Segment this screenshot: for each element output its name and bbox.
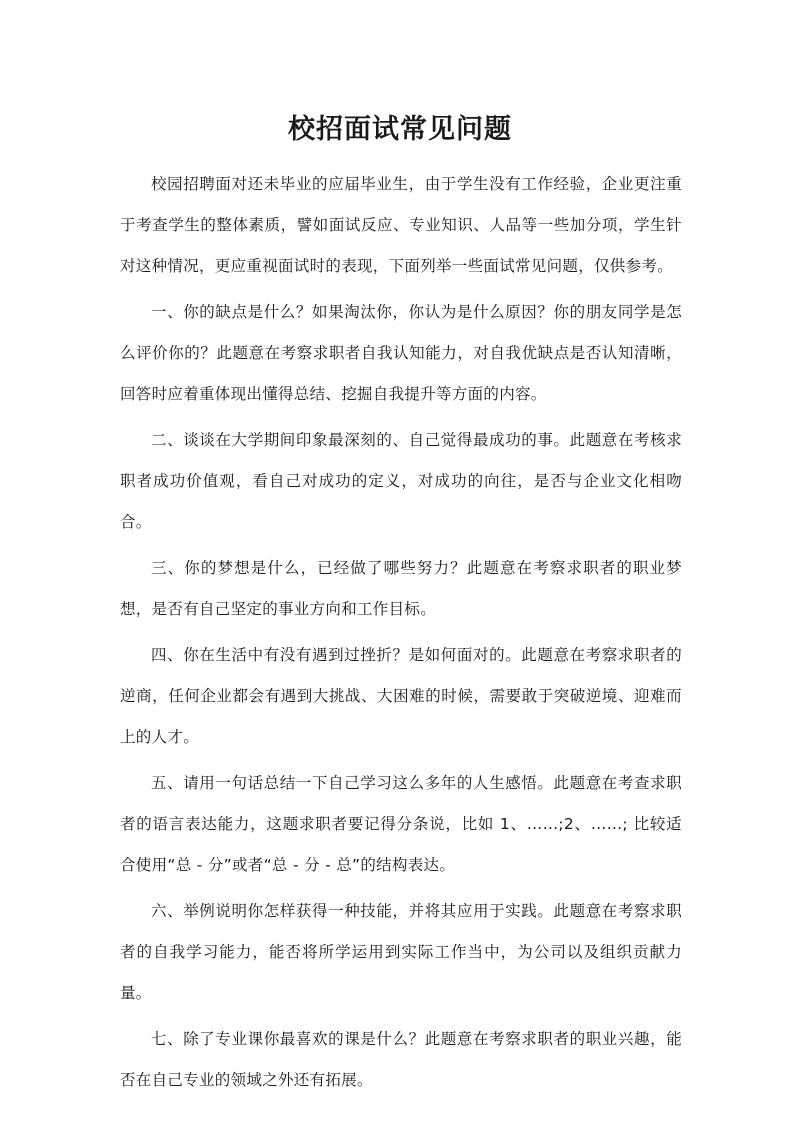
question-paragraph-6: 六、举例说明你怎样获得一种技能，并将其应用于实践。此题意在考察求职者的自我学习能力，能否将所学运用到实际工作当中，为公司以及组织贡献力量。 [120,902,682,1002]
question-paragraph-3: 三、你的梦想是什么，已经做了哪些努力？此题意在考察求职者的职业梦想，是否有自己坚定的事业方向和工作目标。 [120,559,682,618]
question-paragraph-5: 五、请用一句话总结一下自己学习这么多年的人生感悟。此题意在考查求职者的语言表达能力，这题求职者要记得分条说，比如 1、……;2、……; 比较适合使用“总 - 分”或者“总 - 分 - 总”的结构表达。 [120,774,682,874]
page-title: 校招面试常见问题 [288,114,512,145]
question-paragraph-1: 一、你的缺点是什么？如果淘汰你，你认为是什么原因？你的朋友同学是怎么评价你的？此题意在考察求职者自我认知能力，对自我优缺点是否认知清晰，回答时应着重体现出懂得总结、挖掘自我提升等方面的内容。 [120,303,682,403]
question-paragraph-2: 二、谈谈在大学期间印象最深刻的、自己觉得最成功的事。此题意在考核求职者成功价值观，看自己对成功的定义，对成功的向往，是否与企业文化相吻合。 [120,431,682,531]
question-paragraph-4: 四、你在生活中有没有遇到过挫折？是如何面对的。此题意在考察求职者的逆商，任何企业都会有遇到大挑战、大困难的时候，需要敢于突破逆境、迎难而上的人才。 [120,646,682,746]
intro-paragraph: 校园招聘面对还未毕业的应届毕业生，由于学生没有工作经验，企业更注重于考查学生的整体素质，譬如面试反应、专业知识、人品等一些加分项，学生针对这种情况，更应重视面试时的表现，下面列举一些面试常见问题，仅供参考。 [120,175,682,275]
question-paragraph-7: 七、除了专业课你最喜欢的课是什么？此题意在考察求职者的职业兴趣，能否在自己专业的领域之外还有拓展。 [120,1030,682,1089]
document-body [120,164,682,1106]
